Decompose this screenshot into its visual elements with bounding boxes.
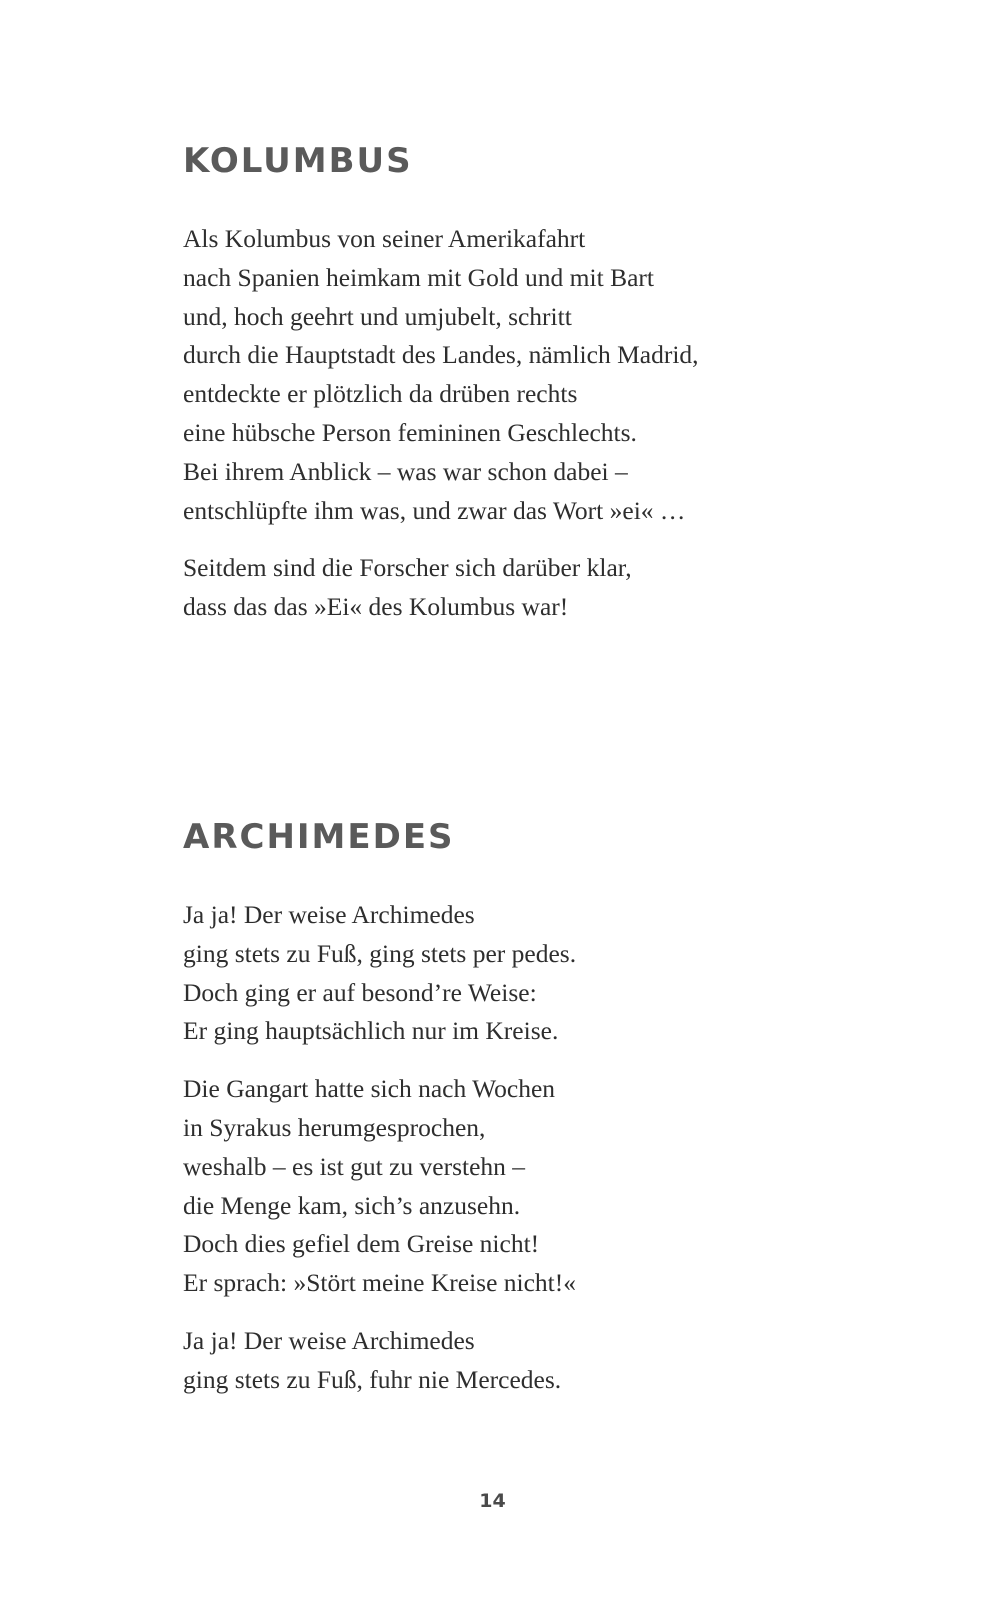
poem-line: Er sprach: »Stört meine Kreise nicht!« [183, 1268, 577, 1298]
poem-line: Als Kolumbus von seiner Amerikafahrt [183, 224, 586, 253]
poem-line: durch die Hauptstadt des Landes, nämlich Madrid, [183, 340, 699, 370]
poem-line: Die Gangart hatte sich nach Wochen [183, 1074, 556, 1104]
poem-line: Ja ja! Der weise Archimedes [183, 900, 475, 929]
stanza [183, 1322, 883, 1400]
stanza [183, 1070, 883, 1303]
poem-line: entschlüpfte ihm was, und zwar das Wort »ei« … [183, 495, 686, 525]
poem-line: eine hübsche Person femininen Geschlechts. [183, 417, 637, 447]
stanza [183, 549, 883, 627]
poem-archimedes [183, 817, 883, 1400]
poem-kolumbus [183, 141, 883, 627]
poem-line: nach Spanien heimkam mit Gold und mit Bart [183, 262, 654, 292]
poem-line: Bei ihrem Anblick – was war schon dabei – [183, 456, 628, 486]
poem-line: Doch dies gefiel dem Greise nicht! [183, 1229, 540, 1259]
stanza [183, 896, 883, 1051]
poem-line: und, hoch geehrt und umjubelt, schritt [183, 301, 572, 331]
poem-line: ging stets zu Fuß, ging stets per pedes. [183, 938, 577, 968]
poem-title: ARCHIMEDES [183, 817, 455, 857]
poem-line: Doch ging er auf besond’re Weise: [183, 977, 537, 1007]
poem-title: KOLUMBUS [183, 141, 413, 181]
poem-line: weshalb – es ist gut zu verstehn – [183, 1151, 526, 1181]
poem-line: entdeckte er plötzlich da drüben rechts [183, 379, 578, 409]
poem-line: Seitdem sind die Forscher sich darüber klar, [183, 553, 632, 583]
poem-line: dass das das »Ei« des Kolumbus war! [183, 592, 569, 622]
poem-line: ging stets zu Fuß, fuhr nie Mercedes. [183, 1364, 562, 1394]
stanza [183, 220, 883, 530]
poem-line: Ja ja! Der weise Archimedes [183, 1325, 475, 1355]
page-number: 14 [479, 1490, 506, 1512]
poem-line: die Menge kam, sich’s anzusehn. [183, 1190, 521, 1220]
poem-line: Er ging hauptsächlich nur im Kreise. [183, 1016, 559, 1046]
poem-line: in Syrakus herumgesprochen, [183, 1112, 486, 1142]
